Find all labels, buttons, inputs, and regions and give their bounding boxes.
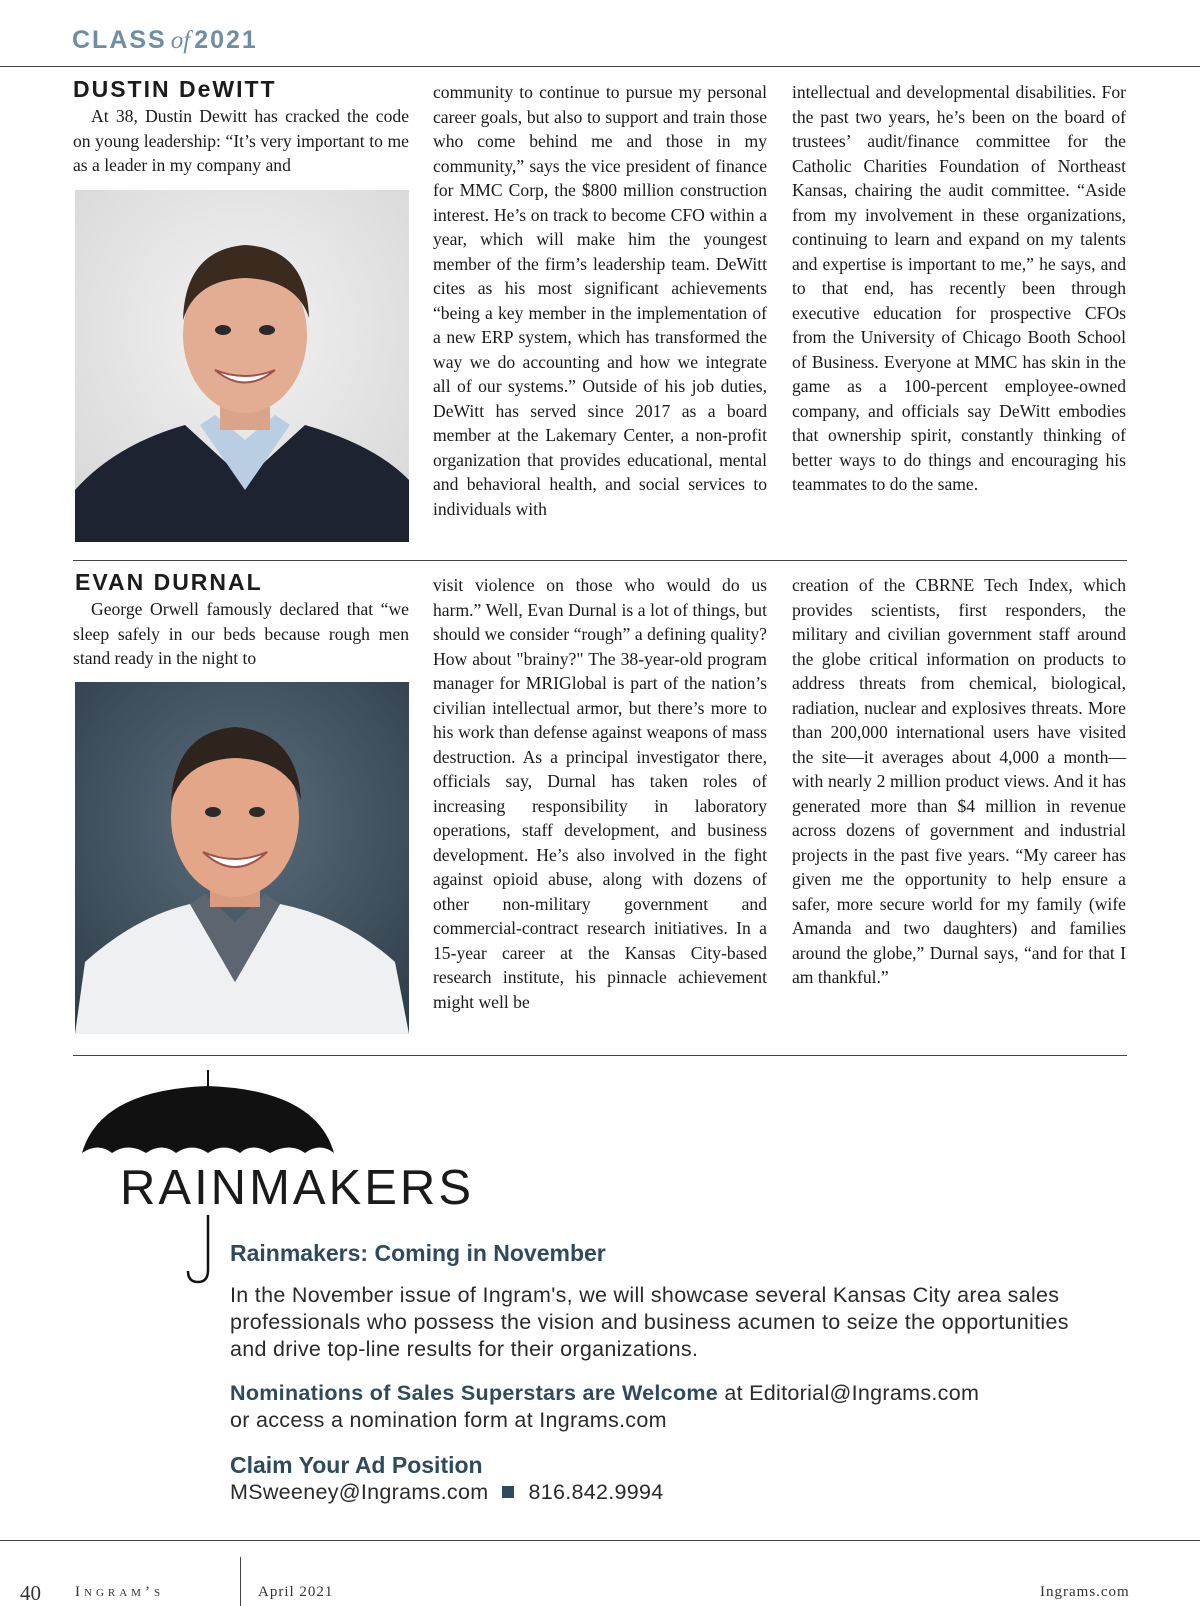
profile-column-2-text: community to continue to pursue my personal career goals, but also to support and train those who come behind me and those in my community,” says the vice president of finance for MMC Corp, the $800 million construction interest. He’s on track to become CFO within a year, which will make him the youngest member of the firm’s leadership team. DeWitt cites as his most significant achievements “being a key member in the implementation of a new ERP system, which has transformed the way we do accounting and how we integrate all of our systems.” Outside of his job duties, DeWitt has served since 2017 as a board member at the Lakemary Center, a non-profit organization that provides educational, mental and behavioral health, and social services to individuals with bbox=[433, 82, 767, 519]
rainmakers-heading-text: Rainmakers: Coming in November bbox=[230, 1240, 606, 1266]
profile-name: EVAN DURNAL bbox=[75, 569, 263, 595]
rainmakers-heading bbox=[230, 1240, 606, 1267]
header-rule bbox=[0, 66, 1200, 67]
profile-name: DUSTIN DeWITT bbox=[73, 76, 277, 102]
claim-ad-heading-text: Claim Your Ad Position bbox=[230, 1452, 483, 1478]
profile-lead-text bbox=[73, 597, 409, 671]
profile-photo bbox=[75, 682, 409, 1034]
profile-photo bbox=[75, 190, 409, 542]
header-year: 2021 bbox=[194, 26, 258, 54]
profile-lead-paragraph: George Orwell famously declared that “we sleep safely in our beds because rough men stand ready in the night to bbox=[73, 599, 409, 668]
header-of-word: of bbox=[170, 27, 191, 54]
section-header bbox=[72, 26, 258, 55]
profile-column-3 bbox=[792, 80, 1126, 497]
nominations-bold: Nominations of Sales Superstars are Welcome bbox=[230, 1381, 719, 1405]
issue-date: April 2021 bbox=[258, 1584, 334, 1600]
nominations-email: at Editorial@Ingrams.com bbox=[718, 1381, 980, 1405]
website: Ingrams.com bbox=[1040, 1584, 1130, 1600]
profile-lead-paragraph: At 38, Dustin Dewitt has cracked the code on young leadership: “It’s very important to me as a leader in my company and bbox=[73, 106, 409, 175]
section-divider bbox=[73, 1055, 1127, 1056]
nominations-text bbox=[230, 1380, 1110, 1434]
footer-rule bbox=[0, 1540, 1200, 1541]
profile-column-2 bbox=[433, 573, 767, 1014]
profile-column-2-text: visit violence on those who would do us harm.” Well, Evan Durnal is a lot of things, but should we consider “rough” a defining quality? How about "brainy?" The 38-year-old program manager for MRIGlobal is part of the nation’s civilian intellectual armor, but there’s more to his work than defense against weapons of mass destruction. As a principal investigator there, officials say, Durnal has taken roles of increasing responsibility in laboratory operations, staff development, and business development. He’s also involved in the fight against opioid abuse, along with dozens of other non-military government and commercial-contract research initiatives. In a 15-year career at the Kansas City-based research institute, his pinnacle achievement might well be bbox=[433, 575, 767, 1012]
claim-ad-heading bbox=[230, 1452, 483, 1479]
profile-divider bbox=[73, 560, 1127, 561]
contact-email: MSweeney@Ingrams.com bbox=[230, 1480, 489, 1504]
rainmakers-logo-text: RAINMAKERS bbox=[120, 1161, 475, 1215]
contact-phone: 816.842.9994 bbox=[528, 1480, 664, 1504]
profile-column-3-text: intellectual and developmental disabilities. For the past two years, he’s been on the board of trustees’ audit/finance committee for the Catholic Charities Foundation of Northeast Kansas, chairing the audit committee. “Aside from my involvement in these organizations, continuing to learn and expand on my talents and expertise is important to me,” he says, and to that end, has recently been through executive education for prospective CFOs from the University of Chicago Booth School of Business. Everyone at MMC has skin in the game as a 100-percent employee-owned company, and officials say DeWitt embodies that ownership spirit, constantly thinking of better ways to do things and encouraging his teammates to do the same. bbox=[792, 82, 1126, 494]
publication-name: Ingram’s bbox=[75, 1584, 165, 1600]
profile-lead-text bbox=[73, 104, 409, 178]
nominations-form-link: or access a nomination form at Ingrams.com bbox=[230, 1408, 667, 1432]
profile-column-3-text: creation of the CBRNE Tech Index, which provides scientists, first responders, the military and civilian government staff around the globe critical information on products to address threats from chemical, biological, radiation, nuclear and explosives threats. More than 200,000 international users have visited the site—it averages about 4,000 a month—with nearly 2 million product views. And it has generated more than $4 million in revenue across dozens of government and industrial projects in the past five years. “My career has given me the opportunity to help ensure a safer, more secure world for my family (wife Amanda and two daughters) and families around the globe,” Durnal says, “and for that I am thankful.” bbox=[792, 575, 1126, 987]
contact-line bbox=[230, 1479, 664, 1506]
profile-column-3 bbox=[792, 573, 1126, 990]
bullet-square-icon bbox=[502, 1486, 514, 1498]
rainmakers-body: In the November issue of Ingram's, we will showcase several Kansas City area sales professionals who possess the vision and business acumen to seize the opportunities and drive top-line results for their organizations. bbox=[230, 1283, 1069, 1361]
profile-column-2 bbox=[433, 80, 767, 521]
footer-divider bbox=[240, 1557, 241, 1606]
header-class-word: CLASS bbox=[72, 26, 167, 54]
page-number: 40 bbox=[20, 1581, 41, 1605]
